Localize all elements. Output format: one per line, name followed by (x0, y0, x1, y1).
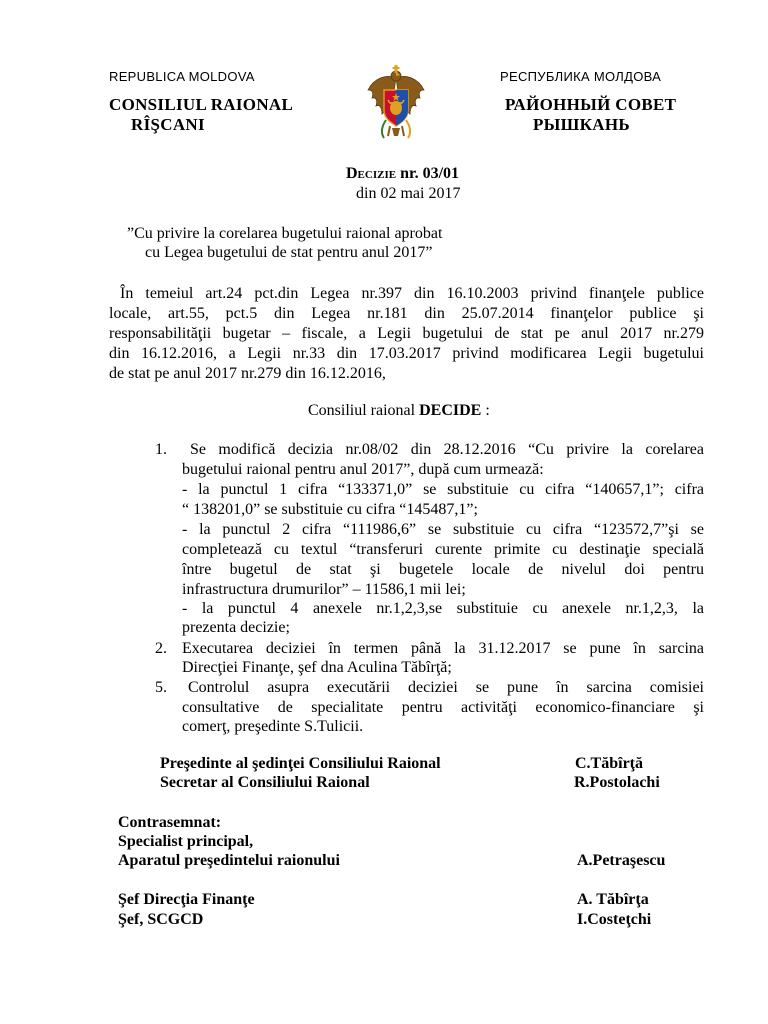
president-name: C.Tăbîrţă (575, 755, 643, 772)
finance-name: A. Tăbîrţa (577, 891, 649, 908)
preamble-line: În temeiul art.24 pct.din Legea nr.397 din 16.10.2003 privind finanţele publice (120, 285, 704, 302)
item-line: prezenta decizie; (182, 619, 290, 636)
specialist-line1: Specialist principal, (118, 833, 254, 850)
item-line: - la punctul 2 cifra “111986,6” se substituie cu cifra “123572,7”şi se (182, 521, 704, 538)
decision-subject-line1: ”Cu privire la corelarea bugetului raional aprobat (127, 225, 443, 242)
header-place-ro: RÎŞCANI (131, 115, 205, 134)
preamble-line: din 16.12.2016, a Legii nr.33 din 17.03.2017 privind modificarea Legii bugetului (109, 345, 704, 362)
secretary-role: Secretar al Consiliului Raional (160, 774, 370, 791)
item-number: 1. (155, 441, 167, 458)
item-line: comerţ, preşedinte S.Tulicii. (182, 718, 364, 735)
decision-title-word: Decizie (346, 165, 397, 182)
preamble-line: responsabilităţii bugetar – fiscale, a Legii bugetului de stat pe anul 2017 nr.279 (109, 325, 704, 342)
header-place-ru: РЫШКАНЬ (533, 115, 630, 134)
preamble-line: de stat pe anul 2017 nr.279 din 16.12.2016, (109, 365, 386, 382)
decides-suffix: : (481, 402, 490, 419)
specialist-line2: Aparatul preşedintelui raionului (118, 852, 340, 869)
specialist-name: A.Petraşescu (577, 852, 666, 869)
item-number: 5. (155, 679, 167, 696)
president-role: Preşedinte al şedinţei Consiliului Raional (160, 755, 441, 772)
item-line: Executarea deciziei în termen până la 31.12.2017 se pune în sarcina (182, 640, 704, 657)
decision-number: nr. 03/01 (400, 165, 460, 182)
item-line: - la punctul 1 cifra “133371,0” se substituie cu cifra “140657,1”; cifra (182, 481, 704, 498)
item-line: consultative de specialitate pentru activităţi economico-financiare şi (182, 699, 704, 716)
decision-date: din 02 mai 2017 (356, 185, 461, 202)
scgcd-name: I.Costeţchi (577, 911, 652, 928)
preamble-line: locale, art.55, pct.5 din Legea nr.181 din 25.07.2014 finanţelor publice şi (109, 305, 704, 322)
header-country-ro: REPUBLICA MOLDOVA (109, 69, 255, 84)
decides-heading (308, 402, 490, 420)
countersigned-label: Contrasemnat: (118, 814, 222, 831)
item-line: Controlul asupra executării deciziei se pune în sarcina comisiei (188, 679, 704, 696)
item-line: între bugetul de stat şi bugetele locale de nivelul doi pentru (182, 561, 704, 578)
decides-keyword: DECIDE (419, 402, 482, 419)
scgcd-role: Şef, SCGCD (118, 911, 204, 928)
secretary-name: R.Postolachi (574, 774, 660, 791)
item-line: completează cu textul “transferuri curente primite cu destinaţie specială (182, 541, 704, 558)
header-country-ru: РЕСПУБЛИКА МОЛДОВА (500, 69, 662, 84)
decides-prefix: Consiliul raional (308, 402, 420, 419)
coat-of-arms-icon (364, 64, 428, 144)
item-line: Se modifică decizia nr.08/02 din 28.12.2016 “Cu privire la corelarea (190, 441, 704, 458)
item-line: “ 138201,0” se substituie cu cifra “145487,1”; (182, 501, 478, 518)
header-council-ru: РАЙОННЫЙ СОВЕТ (505, 95, 677, 114)
decision-title (346, 165, 459, 183)
finance-role: Şef Direcţia Finanţe (118, 891, 255, 908)
item-line: - la punctul 4 anexele nr.1,2,3,se substituie cu anexele nr.1,2,3, la (182, 600, 704, 617)
item-line: bugetului raional pentru anul 2017”, după cum urmează: (182, 461, 544, 478)
item-number: 2. (155, 640, 167, 657)
header-council-ro: CONSILIUL RAIONAL (109, 95, 294, 114)
item-line: Direcţiei Finanţe, şef dna Aculina Tăbîrţă; (182, 659, 452, 676)
item-line: infrastructura drumurilor” – 11586,1 mii lei; (182, 581, 466, 598)
decision-subject-line2: cu Legea bugetului de stat pentru anul 2017” (145, 244, 433, 261)
